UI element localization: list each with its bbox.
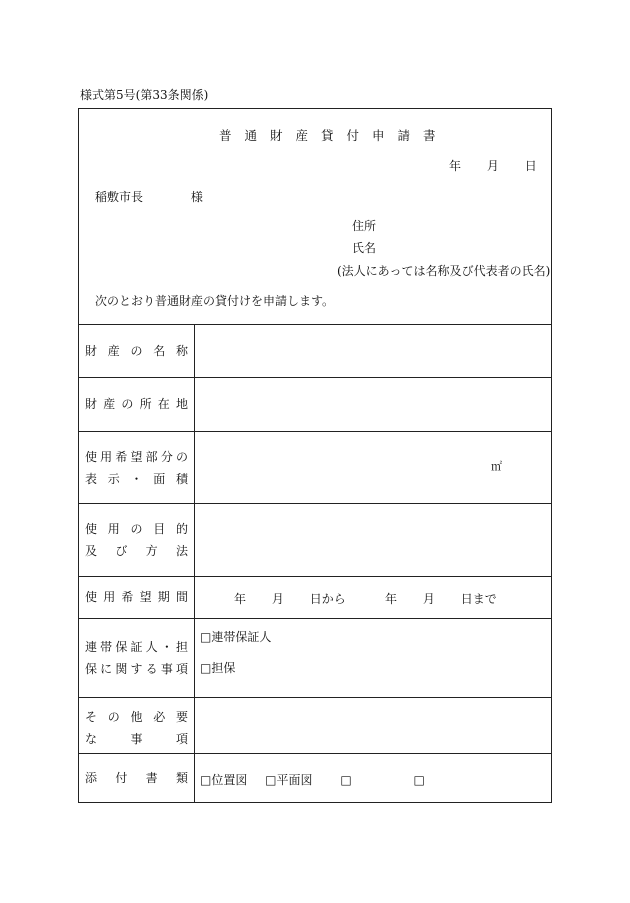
checkbox-floor-plan[interactable]: □平面図 [265, 773, 313, 787]
period-to[interactable] [385, 590, 497, 607]
other-matters-field[interactable] [200, 703, 540, 749]
guarantor-label-line1: 連帯保証人・担 [85, 640, 188, 654]
checkbox-other-1[interactable]: □ [340, 773, 352, 787]
period-from-day: 日から [309, 592, 346, 606]
area-unit: ㎡ [491, 460, 502, 473]
addressee-name: 稲敷市長 [95, 190, 144, 204]
application-date [449, 157, 537, 174]
addressee-suffix: 様 [190, 190, 203, 204]
period-to-day: 日まで [460, 592, 497, 606]
application-form [78, 108, 552, 803]
usage-area-label-line2: 表示・面積 [85, 472, 188, 486]
row-divider [79, 576, 551, 577]
other-matters-label-line1: その他必要 [85, 710, 188, 724]
period-from-month: 月 [271, 592, 284, 606]
property-name-field[interactable] [200, 331, 540, 371]
property-name-label: 財産の名称 [85, 344, 188, 358]
usage-area-label-line1: 使用希望部分の [85, 450, 188, 464]
applicant-address-label: 住所 [352, 219, 377, 233]
form-number: 様式第5号(第33条関係) [80, 88, 209, 102]
purpose-label-line2: 及び方法 [85, 544, 188, 558]
checkbox-collateral[interactable]: □担保 [200, 661, 236, 675]
purpose-label-line1: 使用の目的 [85, 522, 188, 536]
property-location-label: 財産の所在地 [85, 397, 188, 411]
row-divider [79, 324, 551, 325]
row-divider [79, 753, 551, 754]
intro-text: 次のとおり普通財産の貸付けを申請します。 [95, 294, 335, 308]
attachments-label: 添付書類 [85, 771, 188, 785]
date-month-field[interactable]: 月 [486, 159, 499, 173]
purpose-label [85, 518, 188, 562]
period-to-month: 月 [422, 592, 435, 606]
period-label: 使用希望期間 [85, 590, 188, 604]
checkbox-joint-guarantor[interactable]: □連帯保証人 [200, 630, 272, 644]
other-matters-label-line2: な事項 [85, 732, 188, 746]
checkbox-location-map[interactable]: □位置図 [200, 773, 248, 787]
row-divider [79, 431, 551, 432]
form-title: 普通財産貸付申請書 [219, 128, 449, 143]
row-divider [79, 377, 551, 378]
applicant-note: (法人にあっては名称及び代表者の氏名) [337, 264, 551, 278]
row-divider [79, 618, 551, 619]
usage-area-field[interactable] [200, 437, 540, 497]
usage-area-label [85, 446, 188, 490]
property-location-field[interactable] [200, 384, 540, 424]
guarantor-label-line2: 保に関する事項 [85, 662, 188, 676]
checkbox-other-2[interactable]: □ [413, 773, 425, 787]
period-to-year: 年 [385, 592, 398, 606]
period-from-year: 年 [234, 592, 247, 606]
applicant-name-label: 氏名 [352, 241, 377, 255]
other-matters-label [85, 706, 188, 750]
guarantor-label [85, 636, 188, 680]
date-day-field[interactable]: 日 [524, 159, 537, 173]
row-divider [79, 503, 551, 504]
column-divider [194, 324, 195, 803]
period-from[interactable] [234, 590, 346, 607]
addressee [95, 188, 203, 205]
date-year-field[interactable]: 年 [449, 159, 462, 173]
row-divider [79, 697, 551, 698]
attachments-options [200, 771, 425, 788]
purpose-field[interactable] [200, 509, 540, 569]
